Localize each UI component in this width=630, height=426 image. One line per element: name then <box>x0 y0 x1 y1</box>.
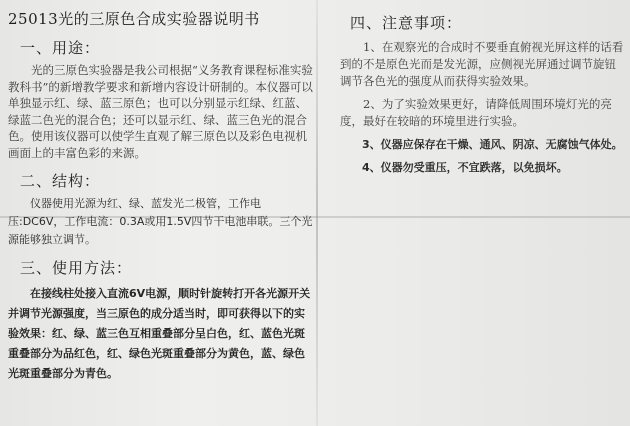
right-column <box>340 12 624 176</box>
document-title: 25013光的三原色合成实验器说明书 <box>8 10 260 28</box>
structure-text: 仪器使用光源为红、绿、蓝发光二极管，工作电压:DC6V，工作电流：0.3A或用1.5V四节干电池串联。三个光源能够独立调节。 <box>8 196 313 246</box>
paper-fold-vertical <box>316 0 318 426</box>
left-column <box>8 8 313 384</box>
note-item-2: 2、为了实验效果更好，请降低周围环境灯光的亮度，最好在较暗的环境里进行实验。 <box>340 97 612 128</box>
usage-text: 光的三原色实验器是我公司根据“义务教育课程标准实验教科书”的新增教学要求和新增内容设计研制的。本仪器可以单独显示红、绿、蓝三原色；也可以分别显示红绿、红蓝、绿蓝二色光的混合色；还可以显示红、绿、蓝三色光的混合色。使用该仪器可以使学生直观了解三原色以及彩色电视机画面上的丰富色彩的来源。 <box>8 63 313 160</box>
method-text: 在接线柱处接入直流6V电源，顺时针旋转打开各光源开关并调节光源强度，当三原色的成分适当时，即可获得以下的实验效果：红、绿、蓝三色互相重叠部分呈白色，红、蓝色光斑重叠部分为品红色，红、绿色光斑重叠部分为黄色，蓝、绿色光斑重叠部分为青色。 <box>8 286 311 380</box>
note-item-3: 3、仪器应保存在干燥、通风、阴凉、无腐蚀气体处。 <box>362 138 623 151</box>
note-item-4: 4、仪器勿受重压，不宜跌落，以免损坏。 <box>362 161 568 174</box>
notes-heading: 四、注意事项： <box>350 14 463 32</box>
usage-heading: 一、用途： <box>20 39 101 57</box>
note-item-1: 1、在观察光的合成时不要垂直俯视光屏这样的话看到的不是原色光而是发光源，应侧视光屏通过调节旋钮调节各色光的强度从而获得实验效果。 <box>340 40 624 88</box>
structure-heading: 二、结构： <box>20 171 101 190</box>
method-heading: 三、使用方法： <box>20 258 133 277</box>
